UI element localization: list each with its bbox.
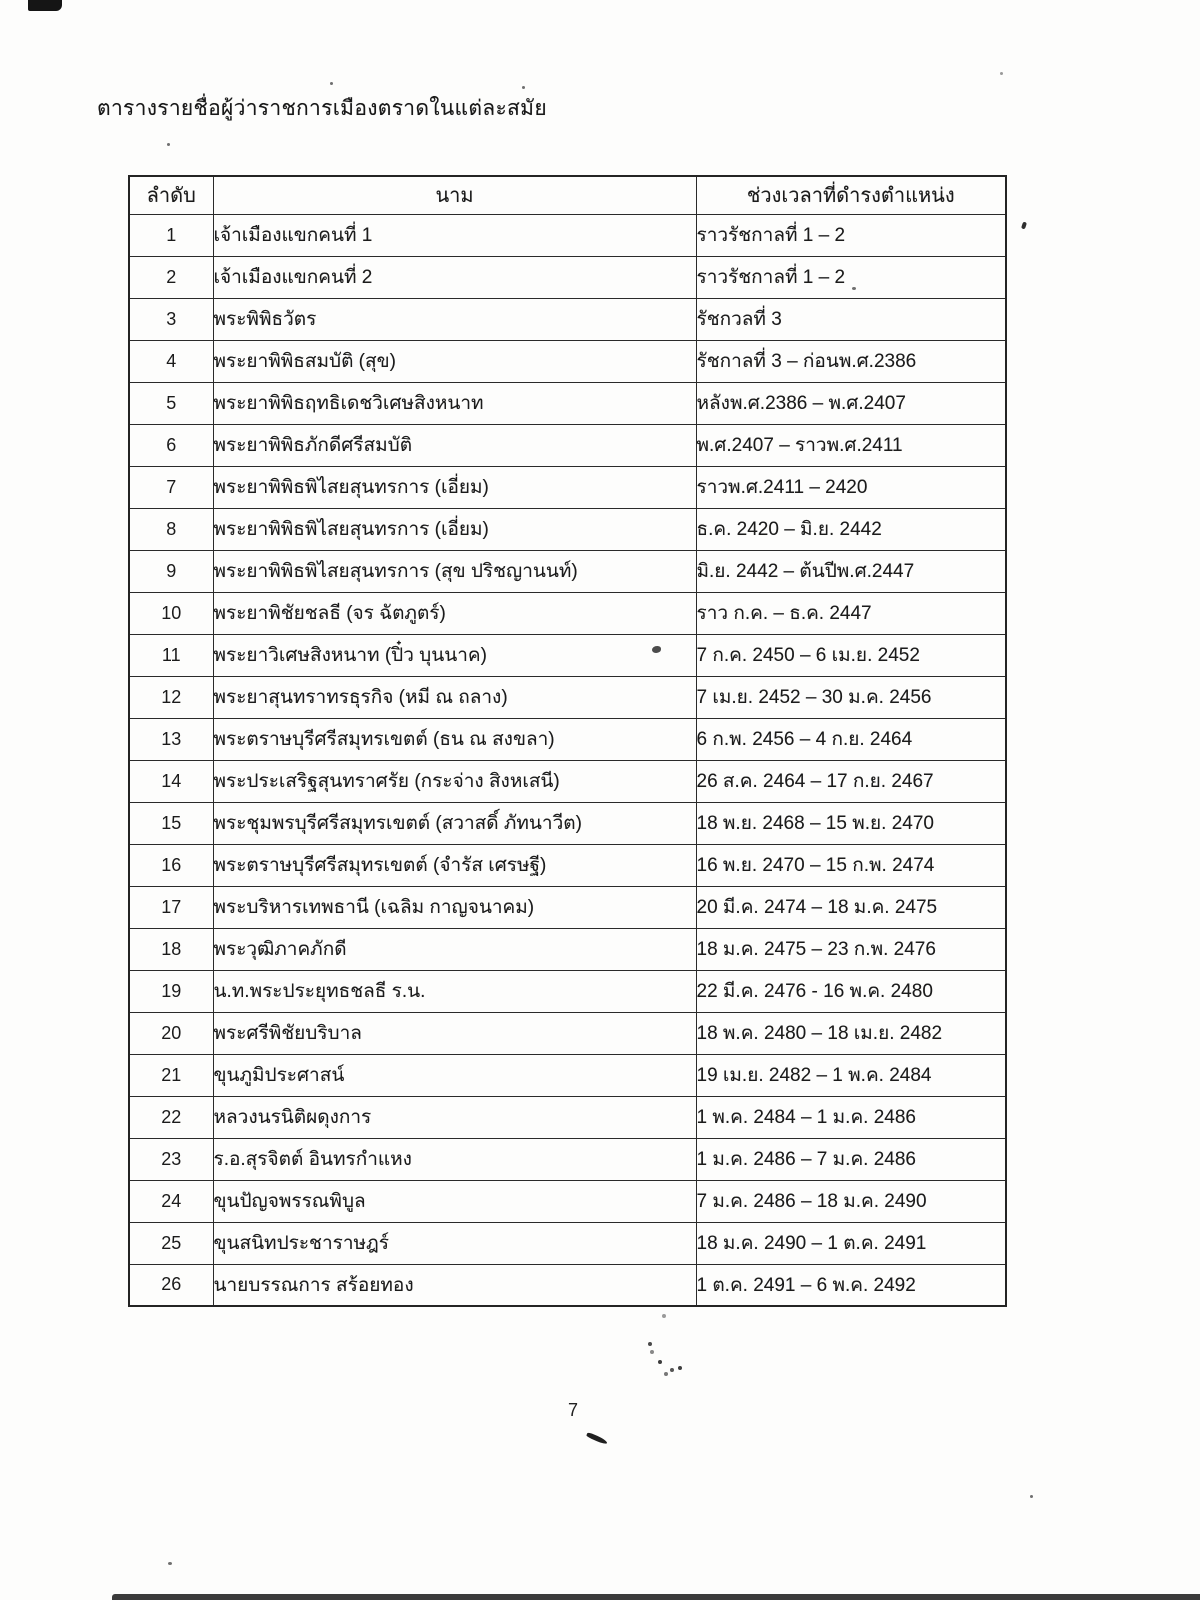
tenure-period-cell: 1 ม.ค. 2486 – 7 ม.ค. 2486 xyxy=(696,1138,1006,1180)
table-row xyxy=(129,214,1006,256)
tenure-period-cell: ราวรัชกาลที่ 1 – 2 xyxy=(696,214,1006,256)
scan-ink-mark xyxy=(1021,222,1027,230)
table-row xyxy=(129,1096,1006,1138)
governor-name-cell: พระยาพิพิธพิไสยสุนทรการ (เอี่ยม) xyxy=(213,466,696,508)
table-row xyxy=(129,886,1006,928)
column-header-period: ช่วงเวลาที่ดำรงตำแหน่ง xyxy=(696,176,1006,214)
governor-name-cell: พระชุมพรบุรีศรีสมุทรเขตต์ (สวาสดิ์ ภัทนาวีต) xyxy=(213,802,696,844)
row-number-cell: 25 xyxy=(129,1222,213,1264)
tenure-period-cell: 19 เม.ย. 2482 – 1 พ.ค. 2484 xyxy=(696,1054,1006,1096)
row-number-cell: 3 xyxy=(129,298,213,340)
table-row xyxy=(129,592,1006,634)
governor-name-cell: พระยาพิพิธฤทธิเดชวิเศษสิงหนาท xyxy=(213,382,696,424)
tenure-period-cell: 1 ต.ค. 2491 – 6 พ.ค. 2492 xyxy=(696,1264,1006,1306)
row-number-cell: 23 xyxy=(129,1138,213,1180)
governor-name-cell: พระตราษบุรีศรีสมุทรเขตต์ (จำรัส เศรษฐี) xyxy=(213,844,696,886)
governor-name-cell: พระตราษบุรีศรีสมุทรเขตต์ (ธน ณ สงขลา) xyxy=(213,718,696,760)
tenure-period-cell: 6 ก.พ. 2456 – 4 ก.ย. 2464 xyxy=(696,718,1006,760)
row-number-cell: 19 xyxy=(129,970,213,1012)
tenure-period-cell: ราวพ.ศ.2411 – 2420 xyxy=(696,466,1006,508)
table-row xyxy=(129,844,1006,886)
tenure-period-cell: หลังพ.ศ.2386 – พ.ศ.2407 xyxy=(696,382,1006,424)
table-header-row xyxy=(129,176,1006,214)
table-row xyxy=(129,718,1006,760)
governor-name-cell: ขุนภูมิประศาสน์ xyxy=(213,1054,696,1096)
governor-name-cell: เจ้าเมืองแขกคนที่ 2 xyxy=(213,256,696,298)
tenure-period-cell: 26 ส.ค. 2464 – 17 ก.ย. 2467 xyxy=(696,760,1006,802)
row-number-cell: 22 xyxy=(129,1096,213,1138)
table-row xyxy=(129,340,1006,382)
table-row xyxy=(129,1264,1006,1306)
tenure-period-cell: พ.ศ.2407 – ราวพ.ศ.2411 xyxy=(696,424,1006,466)
governor-name-cell: น.ท.พระประยุทธชลธี ร.น. xyxy=(213,970,696,1012)
scan-dot xyxy=(167,143,170,146)
page-number: 7 xyxy=(568,1400,579,1420)
governor-name-cell: หลวงนรนิติผดุงการ xyxy=(213,1096,696,1138)
document-title: ตารางรายชื่อผู้ว่าราชการเมืองตราดในแต่ละสมัย xyxy=(97,97,547,120)
governor-table xyxy=(128,175,1007,1307)
governor-name-cell: พระยาพิพิธพิไสยสุนทรการ (เอี่ยม) xyxy=(213,508,696,550)
scan-dot xyxy=(522,86,525,89)
scan-ink-dots xyxy=(648,1342,652,1346)
table-row xyxy=(129,634,1006,676)
table-row xyxy=(129,928,1006,970)
row-number-cell: 24 xyxy=(129,1180,213,1222)
row-number-cell: 20 xyxy=(129,1012,213,1054)
governor-name-cell: ขุนปัญจพรรณพิบูล xyxy=(213,1180,696,1222)
row-number-cell: 5 xyxy=(129,382,213,424)
tenure-period-cell: ราวรัชกาลที่ 1 – 2 xyxy=(696,256,1006,298)
tenure-period-cell: ราว ก.ค. – ธ.ค. 2447 xyxy=(696,592,1006,634)
governor-name-cell: พระศรีพิชัยบริบาล xyxy=(213,1012,696,1054)
tenure-period-cell: ธ.ค. 2420 – มิ.ย. 2442 xyxy=(696,508,1006,550)
table-row xyxy=(129,676,1006,718)
pen-tick-mark xyxy=(586,1432,608,1446)
table-row xyxy=(129,550,1006,592)
table-row xyxy=(129,508,1006,550)
tenure-period-cell: 18 ม.ค. 2490 – 1 ต.ค. 2491 xyxy=(696,1222,1006,1264)
table-row xyxy=(129,1138,1006,1180)
tenure-period-cell: 18 พ.ย. 2468 – 15 พ.ย. 2470 xyxy=(696,802,1006,844)
row-number-cell: 4 xyxy=(129,340,213,382)
table-row xyxy=(129,1054,1006,1096)
tenure-period-cell: 20 มี.ค. 2474 – 18 ม.ค. 2475 xyxy=(696,886,1006,928)
table-row xyxy=(129,424,1006,466)
scan-bottom-edge xyxy=(112,1594,1200,1600)
row-number-cell: 21 xyxy=(129,1054,213,1096)
column-header-no: ลำดับ xyxy=(129,176,213,214)
scan-dot xyxy=(330,82,333,85)
tenure-period-cell: 7 ม.ค. 2486 – 18 ม.ค. 2490 xyxy=(696,1180,1006,1222)
row-number-cell: 18 xyxy=(129,928,213,970)
governor-name-cell: พระยาพิพิธสมบัติ (สุข) xyxy=(213,340,696,382)
scan-speckle-cluster xyxy=(1000,72,1003,75)
governor-name-cell: พระยาพิพิธพิไสยสุนทรการ (สุข ปริชญานนท์) xyxy=(213,550,696,592)
table-row xyxy=(129,382,1006,424)
tenure-period-cell: รัชกวลที่ 3 xyxy=(696,298,1006,340)
row-number-cell: 12 xyxy=(129,676,213,718)
governor-name-cell: พระประเสริฐสุนทราศรัย (กระจ่าง สิงหเสนี) xyxy=(213,760,696,802)
tenure-period-cell: 7 เม.ย. 2452 – 30 ม.ค. 2456 xyxy=(696,676,1006,718)
governor-name-cell: พระยาพิพิธภักดีศรีสมบัติ xyxy=(213,424,696,466)
scan-dot xyxy=(1030,1495,1033,1498)
tenure-period-cell: 7 ก.ค. 2450 – 6 เม.ย. 2452 xyxy=(696,634,1006,676)
table-row xyxy=(129,1180,1006,1222)
table-row xyxy=(129,256,1006,298)
governor-name-cell: พระยาพิชัยชลธี (จร ฉัตภูตร์) xyxy=(213,592,696,634)
tenure-period-cell: 18 ม.ค. 2475 – 23 ก.พ. 2476 xyxy=(696,928,1006,970)
row-number-cell: 7 xyxy=(129,466,213,508)
governor-name-cell: นายบรรณการ สร้อยทอง xyxy=(213,1264,696,1306)
table-row xyxy=(129,1012,1006,1054)
governor-name-cell: เจ้าเมืองแขกคนที่ 1 xyxy=(213,214,696,256)
tenure-period-cell: 22 มี.ค. 2476 - 16 พ.ค. 2480 xyxy=(696,970,1006,1012)
row-number-cell: 6 xyxy=(129,424,213,466)
row-number-cell: 26 xyxy=(129,1264,213,1306)
row-number-cell: 10 xyxy=(129,592,213,634)
scan-dot xyxy=(168,1562,172,1565)
governor-table-body xyxy=(129,214,1006,1306)
row-number-cell: 2 xyxy=(129,256,213,298)
governor-name-cell: พระวุฒิภาคภักดี xyxy=(213,928,696,970)
tenure-period-cell: 1 พ.ค. 2484 – 1 ม.ค. 2486 xyxy=(696,1096,1006,1138)
row-number-cell: 1 xyxy=(129,214,213,256)
governor-name-cell: ขุนสนิทประชาราษฎร์ xyxy=(213,1222,696,1264)
table-row xyxy=(129,760,1006,802)
table-row xyxy=(129,970,1006,1012)
row-number-cell: 17 xyxy=(129,886,213,928)
table-row xyxy=(129,802,1006,844)
row-number-cell: 14 xyxy=(129,760,213,802)
row-number-cell: 15 xyxy=(129,802,213,844)
row-number-cell: 16 xyxy=(129,844,213,886)
tenure-period-cell: 18 พ.ค. 2480 – 18 เม.ย. 2482 xyxy=(696,1012,1006,1054)
table-row xyxy=(129,1222,1006,1264)
governor-name-cell: พระบริหารเทพธานี (เฉลิม กาญจนาคม) xyxy=(213,886,696,928)
row-number-cell: 8 xyxy=(129,508,213,550)
tenure-period-cell: มิ.ย. 2442 – ต้นปีพ.ศ.2447 xyxy=(696,550,1006,592)
governor-name-cell: พระพิพิธวัตร xyxy=(213,298,696,340)
governor-name-cell: พระยาสุนทราทรธุรกิจ (หมี ณ ถลาง) xyxy=(213,676,696,718)
governor-name-cell: พระยาวิเศษสิงหนาท (ปิ๋ว บุนนาค) xyxy=(213,634,696,676)
row-number-cell: 13 xyxy=(129,718,213,760)
tenure-period-cell: รัชกาลที่ 3 – ก่อนพ.ศ.2386 xyxy=(696,340,1006,382)
scan-corner-mark xyxy=(28,0,62,11)
table-row xyxy=(129,466,1006,508)
table-row xyxy=(129,298,1006,340)
row-number-cell: 9 xyxy=(129,550,213,592)
column-header-name: นาม xyxy=(213,176,696,214)
tenure-period-cell: 16 พ.ย. 2470 – 15 ก.พ. 2474 xyxy=(696,844,1006,886)
governor-name-cell: ร.อ.สุรจิตต์ อินทรกำแหง xyxy=(213,1138,696,1180)
row-number-cell: 11 xyxy=(129,634,213,676)
